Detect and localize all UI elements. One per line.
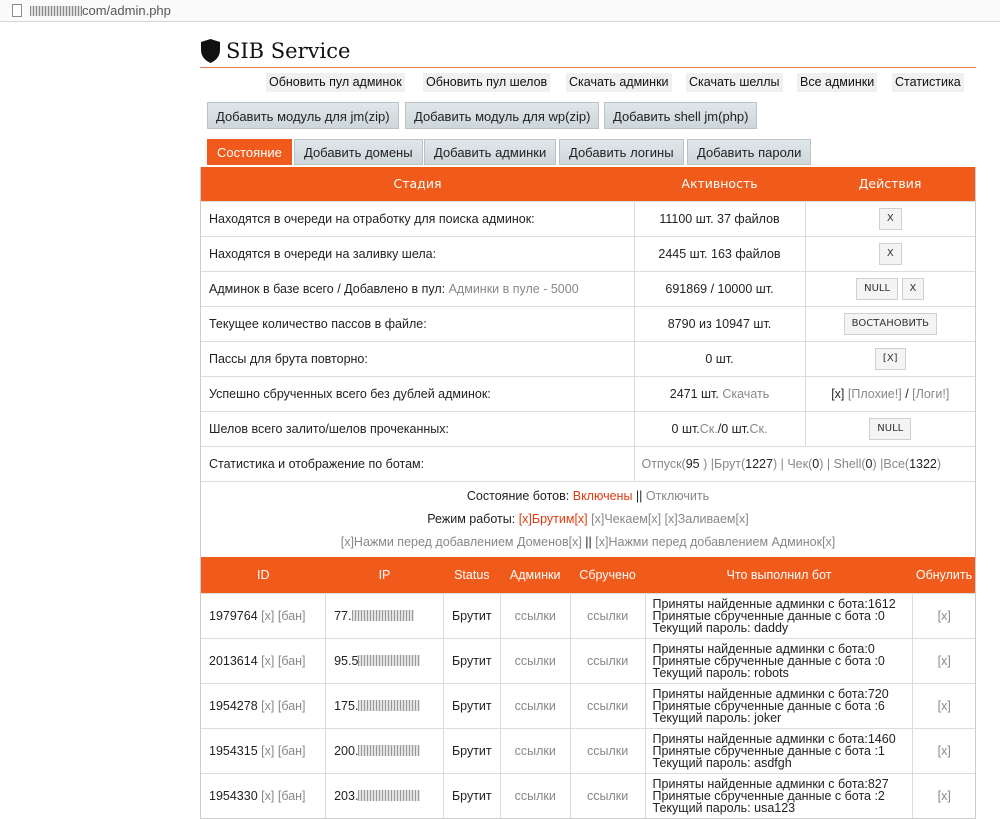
bot-current-password: Текущий пароль: asdfgh: [652, 755, 792, 770]
null-button[interactable]: NULL: [856, 278, 898, 300]
header-activity: Активность: [634, 167, 805, 201]
bot-stats: [634, 446, 975, 481]
bot-id: 1954315: [209, 743, 258, 758]
bot-row: [201, 638, 975, 683]
bot-current-password: Текущий пароль: daddy: [652, 620, 789, 635]
delete-bot-link[interactable]: [x]: [261, 653, 275, 668]
download-link[interactable]: Скачать: [722, 386, 770, 401]
bot-bruted-data: Принятые сбрученные данные с бота :0: [652, 608, 885, 623]
ban-bot-link[interactable]: [бан]: [277, 698, 306, 713]
before-admins-link[interactable]: [x]Нажми перед добавлением Админок[x]: [595, 535, 836, 549]
header-ip: IP: [326, 557, 444, 593]
ban-bot-link[interactable]: [бан]: [277, 608, 306, 623]
stage-activity: 2471 шт.: [669, 386, 719, 401]
pool-note: Админки в пуле - 5000: [448, 281, 579, 296]
mode-upload-link[interactable]: [x]Заливаем[x]: [664, 512, 749, 526]
header-admins: Админки: [500, 557, 570, 593]
blurred-ip: [358, 745, 420, 756]
bot-ip: 175.: [334, 698, 359, 713]
tab-add-passwords[interactable]: Добавить пароли: [687, 139, 811, 165]
stage-activity: 2445 шт. 163 файлов: [634, 236, 805, 271]
delete-bot-link[interactable]: [x]: [261, 743, 275, 758]
blurred-ip: [352, 610, 414, 621]
shell-stat[interactable]: Shell(0) |: [830, 456, 884, 471]
blurred-ip: [358, 790, 420, 801]
bot-found-admins: Приняты найденные админки с бота:827: [652, 776, 889, 791]
stage-table: [201, 167, 975, 481]
clear-button[interactable]: X: [902, 278, 925, 300]
logs-link[interactable]: [Логи!]: [912, 386, 950, 401]
admins-links[interactable]: ссылки: [500, 728, 570, 773]
stage-label: Шелов всего залито/шелов прочеканных:: [201, 411, 634, 446]
stage-row: [201, 341, 975, 376]
bot-ip: 200.: [334, 743, 359, 758]
delete-bot-link[interactable]: [x]: [261, 698, 275, 713]
reset-link[interactable]: [x]: [913, 773, 975, 818]
delete-bot-link[interactable]: [x]: [261, 608, 275, 623]
refresh-shell-pool-button[interactable]: Обновить пул шелов: [423, 73, 550, 92]
address-bar[interactable]: [0, 0, 1000, 22]
tab-add-logins[interactable]: Добавить логины: [559, 139, 684, 165]
stage-row: [201, 446, 975, 481]
shells-uploaded-link[interactable]: Ск.: [699, 421, 718, 436]
stage-label: Админок в базе всего / Добавлено в пул:: [209, 281, 446, 296]
refresh-admin-pool-button[interactable]: Обновить пул админок: [266, 73, 405, 92]
clear-button[interactable]: X: [879, 208, 902, 230]
reset-link[interactable]: [x]: [913, 593, 975, 638]
reset-link[interactable]: [x]: [913, 728, 975, 773]
separator: ||: [635, 489, 643, 503]
bot-bruted-data: Принятые сбрученные данные с бота :1: [652, 743, 885, 758]
before-domains-link[interactable]: [x]Нажми перед добавлением Доменов[x]: [340, 535, 582, 549]
bot-status: Брутит: [443, 728, 500, 773]
clear-button[interactable]: [X]: [875, 348, 906, 370]
bot-row: [201, 593, 975, 638]
stage-label: Находятся в очереди на заливку шела:: [201, 236, 634, 271]
blurred-ip: [358, 655, 420, 666]
logo-divider: [200, 67, 976, 68]
bot-id: 1954278: [209, 698, 258, 713]
site-logo: [200, 36, 350, 66]
bots-disable-link[interactable]: Отключить: [645, 489, 710, 503]
bot-id: 2013614: [209, 653, 258, 668]
separator: /: [905, 386, 909, 401]
tab-status[interactable]: Состояние: [207, 139, 292, 165]
blurred-ip: [358, 700, 420, 711]
mode-label: Режим работы:: [427, 512, 516, 526]
stage-label: Текущее количество пассов в файле:: [201, 306, 634, 341]
shells-checked-link[interactable]: Ск.: [749, 421, 768, 436]
admins-links[interactable]: ссылки: [500, 683, 570, 728]
bot-status: Брутит: [443, 593, 500, 638]
header-reset: Обнулить: [913, 557, 975, 593]
bot-bruted-data: Принятые сбрученные данные с бота :0: [652, 653, 885, 668]
vacation-stat[interactable]: Отпуск(95 ) |: [641, 456, 714, 471]
reset-link[interactable]: [x]: [913, 683, 975, 728]
shells-uploaded: 0 шт.: [671, 421, 700, 436]
bot-found-admins: Приняты найденные админки с бота:1612: [652, 596, 896, 611]
shells-checked: /0 шт.: [717, 421, 750, 436]
mode-check-link[interactable]: [x]Чекаем[x]: [591, 512, 662, 526]
clear-button[interactable]: X: [879, 243, 902, 265]
bot-current-password: Текущий пароль: usa123: [652, 800, 796, 815]
bot-found-admins: Приняты найденные админки с бота:720: [652, 686, 889, 701]
bot-bruted-data: Принятые сбрученные данные с бота :2: [652, 788, 885, 803]
bot-row: [201, 773, 975, 818]
header-actions: Действия: [805, 167, 975, 201]
add-module-wp-button[interactable]: Добавить модуль для wp(zip): [405, 102, 599, 129]
header-status: Status: [443, 557, 500, 593]
all-admins-button[interactable]: Все админки: [797, 73, 877, 92]
bot-row: [201, 728, 975, 773]
admins-links[interactable]: ссылки: [500, 593, 570, 638]
bot-found-admins: Приняты найденные админки с бота:0: [652, 641, 875, 656]
bots-enabled-link[interactable]: Включены: [572, 489, 633, 503]
admins-links[interactable]: ссылки: [500, 773, 570, 818]
bruted-links[interactable]: ссылки: [570, 728, 645, 773]
header-id: ID: [201, 557, 326, 593]
stage-row: [201, 236, 975, 271]
null-button[interactable]: NULL: [869, 418, 911, 440]
delete-bot-link[interactable]: [x]: [261, 788, 275, 803]
stage-row: [201, 201, 975, 236]
ban-bot-link[interactable]: [бан]: [277, 788, 306, 803]
bot-bruted-data: Принятые сбрученные данные с бота :6: [652, 698, 885, 713]
all-stat[interactable]: Все(1322): [883, 456, 942, 471]
bot-ip: 95.5: [334, 653, 359, 668]
statistics-button[interactable]: Статистика: [892, 73, 964, 92]
bruted-links[interactable]: ссылки: [570, 683, 645, 728]
ban-bot-link[interactable]: [бан]: [277, 653, 306, 668]
stage-activity: 11100 шт. 37 файлов: [634, 201, 805, 236]
bot-current-password: Текущий пароль: robots: [652, 665, 789, 680]
stage-label: Находятся в очереди на отработку для поиска админок:: [201, 201, 634, 236]
stage-label: Успешно сбрученных всего без дублей админок:: [201, 376, 634, 411]
blurred-domain: [30, 6, 82, 16]
stage-activity: 8790 из 10947 шт.: [634, 306, 805, 341]
stage-label: Пассы для брута повторно:: [201, 341, 634, 376]
tab-add-domains[interactable]: Добавить домены: [294, 139, 423, 165]
stage-activity: 0 шт.: [634, 341, 805, 376]
shield-icon: [200, 38, 221, 64]
bot-ip: 203.: [334, 788, 359, 803]
stage-row: [201, 271, 975, 306]
check-stat[interactable]: Чек(0) |: [783, 456, 831, 471]
status-panel: [200, 167, 976, 819]
bot-found-admins: Приняты найденные админки с бота:1460: [652, 731, 896, 746]
header-stage: Стадия: [201, 167, 634, 201]
stage-label: Статистика и отображение по ботам:: [201, 446, 634, 481]
stage-row: [201, 306, 975, 341]
url-text[interactable]: com/admin.php: [30, 3, 171, 18]
logo-text: SIB Service: [226, 39, 351, 63]
mode-brute-link[interactable]: [x]Брутим[x]: [518, 512, 588, 526]
header-bruted: Сбручено: [570, 557, 645, 593]
bot-status: Брутит: [443, 773, 500, 818]
bot-status: Брутит: [443, 683, 500, 728]
add-module-jm-button[interactable]: Добавить модуль для jm(zip): [207, 102, 399, 129]
brute-stat[interactable]: Брут(1227) |: [713, 456, 784, 471]
bot-status: Брутит: [443, 638, 500, 683]
bot-current-password: Текущий пароль: joker: [652, 710, 782, 725]
stage-row: [201, 376, 975, 411]
stage-activity: 691869 / 10000 шт.: [634, 271, 805, 306]
reset-link[interactable]: [x]: [913, 638, 975, 683]
stage-row: [201, 411, 975, 446]
tab-add-admins[interactable]: Добавить админки: [424, 139, 556, 165]
bruted-links[interactable]: ссылки: [570, 773, 645, 818]
bots-state-label: Состояние ботов:: [466, 489, 570, 503]
separator: ||: [585, 535, 592, 549]
bad-link[interactable]: [Плохие!]: [847, 386, 902, 401]
admins-links[interactable]: ссылки: [500, 638, 570, 683]
download-admins-button[interactable]: Скачать админки: [566, 73, 672, 92]
download-shells-button[interactable]: Скачать шеллы: [686, 73, 783, 92]
bots-table: [201, 557, 975, 818]
bruted-links[interactable]: ссылки: [570, 638, 645, 683]
bot-id: 1979764: [209, 608, 258, 623]
bruted-links[interactable]: ссылки: [570, 593, 645, 638]
ban-bot-link[interactable]: [бан]: [277, 743, 306, 758]
page-icon: [12, 4, 22, 17]
add-shell-jm-button[interactable]: Добавить shell jm(php): [604, 102, 757, 129]
bot-row: [201, 683, 975, 728]
bot-ip: 77.: [334, 608, 352, 623]
restore-button[interactable]: ВОСТАНОВИТЬ: [844, 313, 937, 335]
clear-link[interactable]: [x]: [831, 386, 845, 401]
header-bot-activity: Что выполнил бот: [645, 557, 913, 593]
bot-control-block: [201, 481, 975, 554]
bot-id: 1954330: [209, 788, 258, 803]
